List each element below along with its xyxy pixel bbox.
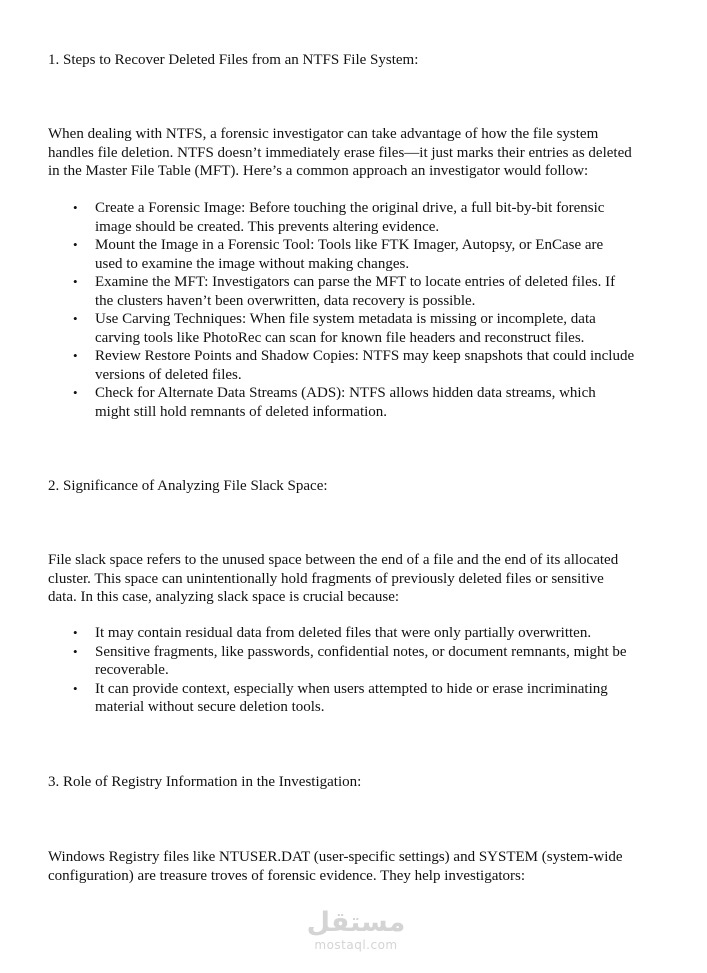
list-item: • Sensitive fragments, like passwords, confidential notes, or document remnants, might be recoverable. xyxy=(73,643,627,678)
bullet-icon: • xyxy=(73,643,78,659)
section-2-paragraph xyxy=(48,551,678,607)
list-item: • It can provide context, especially when users attempted to hide or erase incriminating material without secure deletion tools. xyxy=(73,680,608,715)
paragraph-line: handles file deletion. NTFS doesn’t immediately erase files—it just marks their entries as deleted xyxy=(48,144,632,161)
paragraph-line: When dealing with NTFS, a forensic investigator can take advantage of how the file system xyxy=(48,126,599,142)
paragraph-line: configuration) are treasure troves of forensic evidence. They help investigators: xyxy=(48,867,526,884)
section-1-bullet-list xyxy=(48,199,688,421)
bullet-icon: • xyxy=(73,385,78,400)
section-3-paragraph xyxy=(48,848,678,885)
mostaql-logo-icon: مستقل xyxy=(306,907,406,938)
paragraph-line: cluster. This space can unintentionally hold fragments of previously deleted files or sensitive xyxy=(48,570,604,587)
bullet-icon: • xyxy=(73,311,78,326)
bullet-icon: • xyxy=(73,680,78,696)
list-item: • Mount the Image in a Forensic Tool: Tools like FTK Imager, Autopsy, or EnCase are used to examine the image without making changes. xyxy=(73,237,604,272)
paragraph-line: in the Master File Table (MFT). Here’s a common approach an investigator would follow: xyxy=(48,163,589,179)
mostaql-watermark xyxy=(298,908,414,952)
bullet-icon: • xyxy=(73,274,78,289)
section-3-heading: 3. Role of Registry Information in the Investigation: xyxy=(48,774,362,790)
bullet-icon: • xyxy=(73,200,78,215)
list-item: • Use Carving Techniques: When file system metadata is missing or incomplete, data carving tools like PhotoRec can scan for known file headers and reconstruct files. xyxy=(73,311,596,346)
list-item: • Check for Alternate Data Streams (ADS): NTFS allows hidden data streams, which might still hold remnants of deleted information. xyxy=(73,385,596,420)
paragraph-line: data. In this case, analyzing slack space is crucial because: xyxy=(48,589,400,605)
paragraph-line: File slack space refers to the unused space between the end of a file and the end of its allocated xyxy=(48,552,619,568)
watermark-domain: mostaql.com xyxy=(314,938,398,952)
list-item: • It may contain residual data from deleted files that were only partially overwritten. xyxy=(73,625,592,641)
list-item: • Review Restore Points and Shadow Copies: NTFS may keep snapshots that could include versions of deleted files. xyxy=(73,348,635,383)
paragraph-line: Windows Registry files like NTUSER.DAT (user-specific settings) and SYSTEM (system-wide xyxy=(48,849,623,865)
section-1-paragraph xyxy=(48,125,678,181)
section-2-bullet-list xyxy=(48,624,688,717)
list-item: • Examine the MFT: Investigators can parse the MFT to locate entries of deleted files. If the clusters haven’t been overwritten, data recovery is possible. xyxy=(73,274,616,309)
bullet-icon: • xyxy=(73,348,78,363)
section-1-heading: 1. Steps to Recover Deleted Files from an NTFS File System: xyxy=(48,52,419,68)
bullet-icon: • xyxy=(73,237,78,252)
bullet-icon: • xyxy=(73,625,78,640)
list-item: • Create a Forensic Image: Before touching the original drive, a full bit-by-bit forensic image should be created. This prevents altering evidence. xyxy=(73,200,605,235)
section-2-heading: 2. Significance of Analyzing File Slack Space: xyxy=(48,478,328,494)
